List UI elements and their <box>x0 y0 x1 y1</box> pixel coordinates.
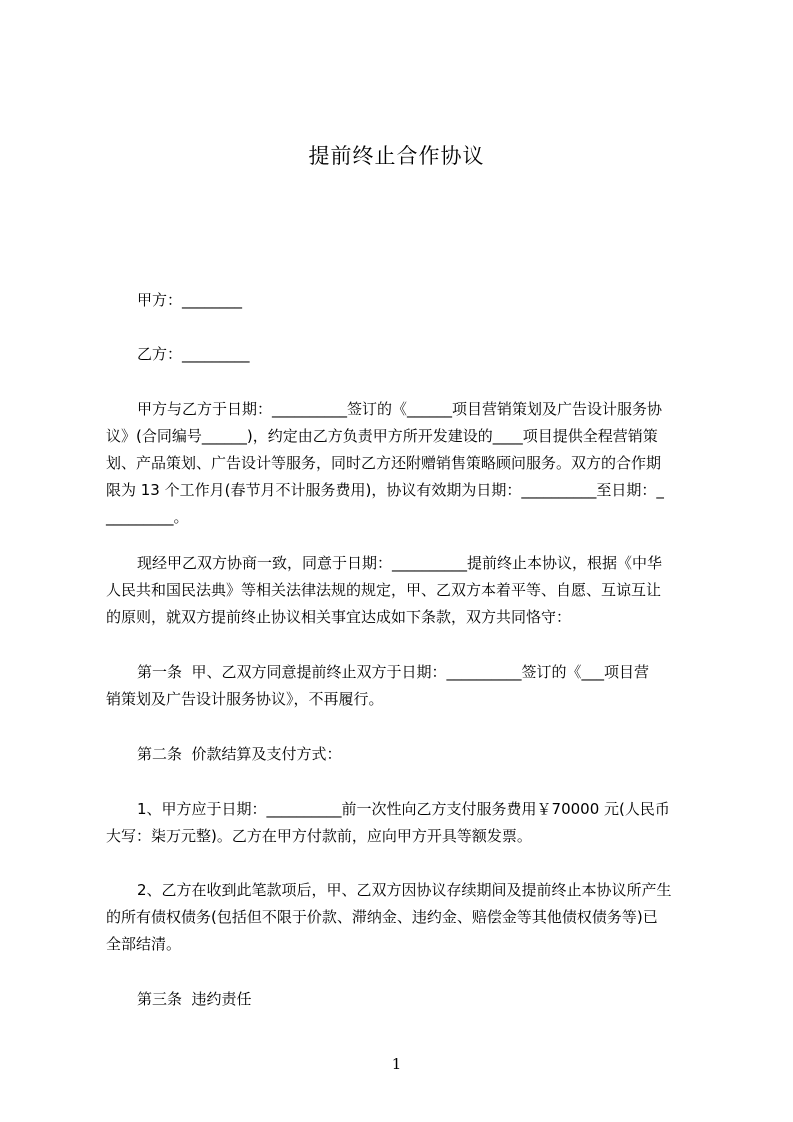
party-a-line: 甲方：________ <box>137 291 243 309</box>
article-line: 销策划及广告设计服务协议》，不再履行。 <box>106 690 384 708</box>
paragraph-line: 甲方与乙方于日期：__________签订的《______项目营销策划及广告设计服务协 <box>137 400 663 418</box>
document-title: 提前终止合作协议 <box>308 144 485 168</box>
paragraph-line: 现经甲乙双方协商一致，同意于日期：__________提前终止本协议，根据《中华 <box>137 554 663 572</box>
article-line: 全部结清。 <box>106 935 182 953</box>
paragraph-line: _________。 <box>106 508 189 526</box>
paragraph-line: 人民共和国民法典》等相关法律法规的规定，甲、乙双方本着平等、自愿、互谅互让 <box>106 581 662 599</box>
paragraph-line: 议》(合同编号______)，约定由乙方负责甲方所开发建设的____项目提供全程营销策 <box>106 427 658 445</box>
article-line: 大写：柒万元整)。乙方在甲方付款前，应向甲方开具等额发票。 <box>106 827 532 845</box>
article-line: 第一条 甲、乙双方同意提前终止双方于日期：__________签订的《___项目营 <box>137 663 650 681</box>
paragraph-line: 限为 13 个工作月(春节月不计服务费用)，协议有效期为日期：__________至日期：_ <box>106 481 664 499</box>
paragraph-line: 划、产品策划、广告设计等服务，同时乙方还附赠销售策略顾问服务。双方的合作期 <box>106 454 662 472</box>
article-line: 2、乙方在收到此笔款项后，甲、乙双方因协议存续期间及提前终止本协议所产生 <box>137 881 672 899</box>
page-number: 1 <box>391 1055 402 1073</box>
paragraph-line: 的原则，就双方提前终止协议相关事宜达成如下条款，双方共同恪守： <box>106 608 572 626</box>
article-2-heading: 第二条 价款结算及支付方式： <box>137 745 342 763</box>
party-b-line: 乙方：_________ <box>137 345 250 363</box>
article-line: 1、甲方应于日期：__________前一次性向乙方支付服务费用￥70000 元(人民币 <box>137 800 670 818</box>
article-line: 的所有债权债务(包括但不限于价款、滞纳金、违约金、赔偿金等其他债权债务等)已 <box>106 908 658 926</box>
article-3-heading: 第三条 违约责任 <box>137 990 252 1008</box>
